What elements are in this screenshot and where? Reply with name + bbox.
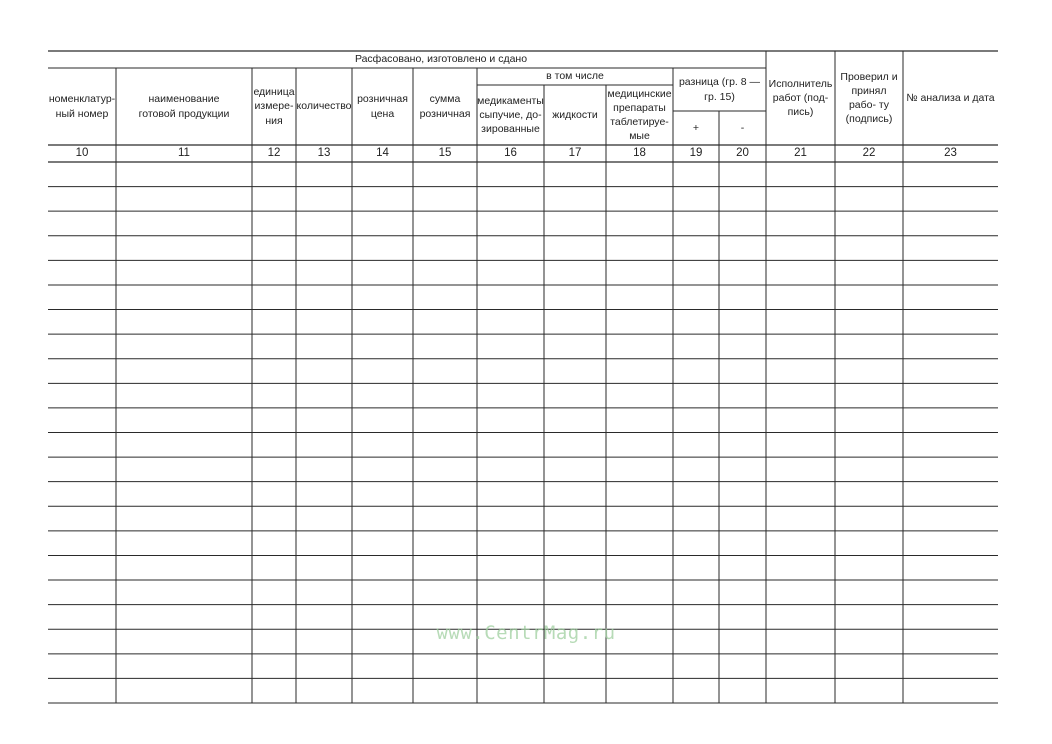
col-number-22: 22 <box>862 146 876 159</box>
col-number-10: 10 <box>75 146 89 159</box>
header-retail-price: розничная цена <box>357 93 408 120</box>
col-number-12: 12 <box>267 146 281 159</box>
header-item-number: номенклатур- ный номер <box>48 93 116 120</box>
col-number-16: 16 <box>504 146 517 159</box>
col-number-20: 20 <box>736 146 749 159</box>
header-dry-medicines: медикаменты сыпучие, до- зированные <box>477 94 544 136</box>
header-group-packed: Расфасовано, изготовлено и сдано <box>354 53 528 66</box>
col-number-23: 23 <box>944 146 957 159</box>
col-number-18: 18 <box>633 146 646 159</box>
header-executor: Исполнитель работ (под- пись) <box>768 77 833 119</box>
col-number-21: 21 <box>794 146 807 159</box>
header-unit: единица измере- ния <box>253 86 295 127</box>
header-analysis-number: № анализа и дата <box>906 91 995 104</box>
col-number-17: 17 <box>568 146 582 159</box>
col-number-19: 19 <box>689 146 703 159</box>
header-group-including: в том числе <box>546 70 604 83</box>
header-product-name: наименование готовой продукции <box>138 93 230 120</box>
header-minus: - <box>740 121 745 134</box>
col-number-15: 15 <box>438 146 452 159</box>
col-number-13: 13 <box>317 146 331 159</box>
header-tablets: медицинские препараты таблетируе- мые <box>607 87 672 143</box>
col-number-11: 11 <box>178 146 190 159</box>
header-plus: + <box>692 121 700 134</box>
header-checked-by: Проверил и принял рабо- ту (подпись) <box>840 70 898 126</box>
header-retail-sum: сумма розничная <box>419 93 471 120</box>
watermark-text: www.CentrMag.ru <box>436 622 616 644</box>
col-number-14: 14 <box>376 146 389 159</box>
header-liquids: жидкости <box>552 108 598 121</box>
header-quantity: количество <box>296 100 352 113</box>
header-difference: разница (гр. 8 — гр. 15) <box>678 76 761 103</box>
